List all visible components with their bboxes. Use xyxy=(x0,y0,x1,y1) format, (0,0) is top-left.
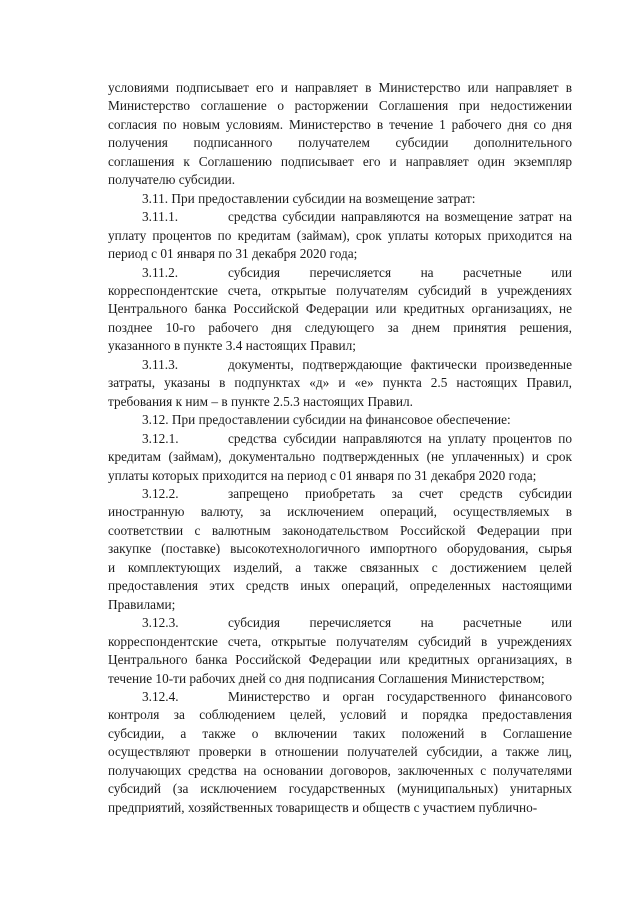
paragraph-line xyxy=(108,503,572,521)
paragraph-line xyxy=(108,670,572,688)
paragraph-line xyxy=(108,319,572,337)
paragraph-line xyxy=(108,134,572,152)
line-text: требования к ним – в пункте 2.5.3 настоящих Правил. xyxy=(108,393,413,409)
line-text: корреспондентские счета, открытые получателям субсидий в учреждениях xyxy=(108,282,572,298)
line-text: соглашения к Соглашению подписывает его и направляет один экземпляр xyxy=(108,153,572,169)
line-text: согласия по новым условиям. Министерство в течение 1 рабочего дня со дня xyxy=(108,116,572,132)
clause-number: 3.12.2. xyxy=(142,485,179,501)
line-text: получателю субсидии. xyxy=(108,172,236,188)
line-text: и комплектующих изделий, а также связанных с достижением целей xyxy=(108,559,572,575)
paragraph-line xyxy=(108,485,572,503)
line-text: предоставления этих средств иных операций, определенных настоящими xyxy=(108,578,572,594)
paragraph-line xyxy=(108,448,572,466)
line-text: позднее 10-го рабочего дня следующего за днем принятия решения, xyxy=(108,319,572,335)
paragraph-line xyxy=(108,614,572,632)
line-text: корреспондентские счета, открытые получателям субсидий в учреждениях xyxy=(108,633,572,649)
paragraph-line xyxy=(108,467,572,485)
paragraph-line xyxy=(108,356,572,374)
line-text: 3.12. При предоставлении субсидии на финансовое обеспечение: xyxy=(142,412,511,428)
line-text: получения подписанного получателем субсидии дополнительного xyxy=(108,135,572,151)
paragraph-line xyxy=(108,264,572,282)
line-text: контроля за соблюдением целей, условий и порядка предоставления xyxy=(108,707,572,723)
paragraph-line xyxy=(108,706,572,724)
paragraph-line xyxy=(108,374,572,392)
line-text: затраты, указаны в подпунктах «д» и «е» пункта 2.5 настоящих Правил, xyxy=(108,375,572,391)
line-text: 3.11. При предоставлении субсидии на возмещение затрат: xyxy=(142,190,476,206)
paragraph-line xyxy=(108,411,572,429)
paragraph-line xyxy=(108,522,572,540)
paragraph-line xyxy=(108,780,572,798)
line-text: субсидии, а также о включении таких положений в Соглашение xyxy=(108,725,572,741)
line-text: средства субсидии направляются на уплату процентов по xyxy=(228,430,572,446)
line-text: документы, подтверждающие фактически произведенные xyxy=(228,356,572,372)
paragraph-line xyxy=(108,300,572,318)
line-text: течение 10-ти рабочих дней со дня подписания Соглашения Министерством; xyxy=(108,670,545,686)
line-text: кредитам (займам), документально подтвержденных (не уплаченных) и срок xyxy=(108,449,572,465)
paragraph-line xyxy=(108,153,572,171)
line-text: условиями подписывает его и направляет в Министерство или направляет в xyxy=(108,80,572,95)
line-text: субсидия перечисляется на расчетные или xyxy=(228,615,572,631)
line-text: указанного в пункте 3.4 настоящих Правил; xyxy=(108,338,356,354)
clause-number: 3.12.4. xyxy=(142,688,179,704)
document-body xyxy=(108,79,572,817)
line-text: запрещено приобретать за счет средств субсидии xyxy=(228,485,572,501)
clause-number: 3.12.1. xyxy=(142,430,179,446)
paragraph-line xyxy=(108,337,572,355)
line-text: Правилами; xyxy=(108,596,176,612)
paragraph-line xyxy=(108,282,572,300)
line-text: субсидий (за исключением государственных (муниципальных) унитарных xyxy=(108,781,572,797)
line-text: получающих средства на основании договоров, заключенных с получателями xyxy=(108,762,572,778)
line-text: средства субсидии направляются на возмещение затрат на xyxy=(228,209,572,225)
clause-number: 3.11.1. xyxy=(142,209,179,225)
line-text: Центрального банка Российской Федерации или кредитных организациях, в xyxy=(108,652,572,668)
line-text: закупке (поставке) высокотехнологичного импортного оборудования, сырья xyxy=(108,541,572,557)
paragraph-line xyxy=(108,577,572,595)
line-text: осуществляют проверки в отношении получателей субсидии, а также лиц, xyxy=(108,744,572,760)
line-text: Центрального банка Российской Федерации или кредитных организациях, не xyxy=(108,301,572,317)
paragraph-line xyxy=(108,116,572,134)
line-text: уплату процентов по кредитам (займам), срок уплаты которых приходится на xyxy=(108,227,572,243)
line-text: уплаты которых приходится на период с 01 января по 31 декабря 2020 года; xyxy=(108,467,537,483)
line-text: Министерство и орган государственного финансового xyxy=(228,688,572,704)
line-text: иностранную валюту, за исключением операций, осуществляемых в xyxy=(108,504,572,520)
paragraph-line xyxy=(108,762,572,780)
paragraph-line xyxy=(108,190,572,208)
paragraph-line xyxy=(108,799,572,817)
paragraph-line xyxy=(108,633,572,651)
paragraph-line xyxy=(108,97,572,115)
paragraph-line xyxy=(108,559,572,577)
clause-number: 3.11.2. xyxy=(142,264,179,280)
paragraph-line xyxy=(108,540,572,558)
paragraph-line xyxy=(108,79,572,97)
paragraph-line xyxy=(108,743,572,761)
line-text: период с 01 января по 31 декабря 2020 года; xyxy=(108,246,358,262)
paragraph-line xyxy=(108,430,572,448)
paragraph-line xyxy=(108,651,572,669)
paragraph-line xyxy=(108,725,572,743)
paragraph-line xyxy=(108,245,572,263)
paragraph-line xyxy=(108,393,572,411)
paragraph-line xyxy=(108,227,572,245)
line-text: соответствии с валютным законодательством Российской Федерации при xyxy=(108,522,572,538)
line-text: Министерство соглашение о расторжении Соглашения при недостижении xyxy=(108,98,572,114)
line-text: субсидия перечисляется на расчетные или xyxy=(228,264,572,280)
clause-number: 3.11.3. xyxy=(142,356,179,372)
paragraph-line xyxy=(108,171,572,189)
paragraph-line xyxy=(108,208,572,226)
clause-number: 3.12.3. xyxy=(142,615,179,631)
paragraph-line xyxy=(108,688,572,706)
line-text: предприятий, хозяйственных товариществ и обществ с участием публично- xyxy=(108,799,538,815)
paragraph-line xyxy=(108,596,572,614)
